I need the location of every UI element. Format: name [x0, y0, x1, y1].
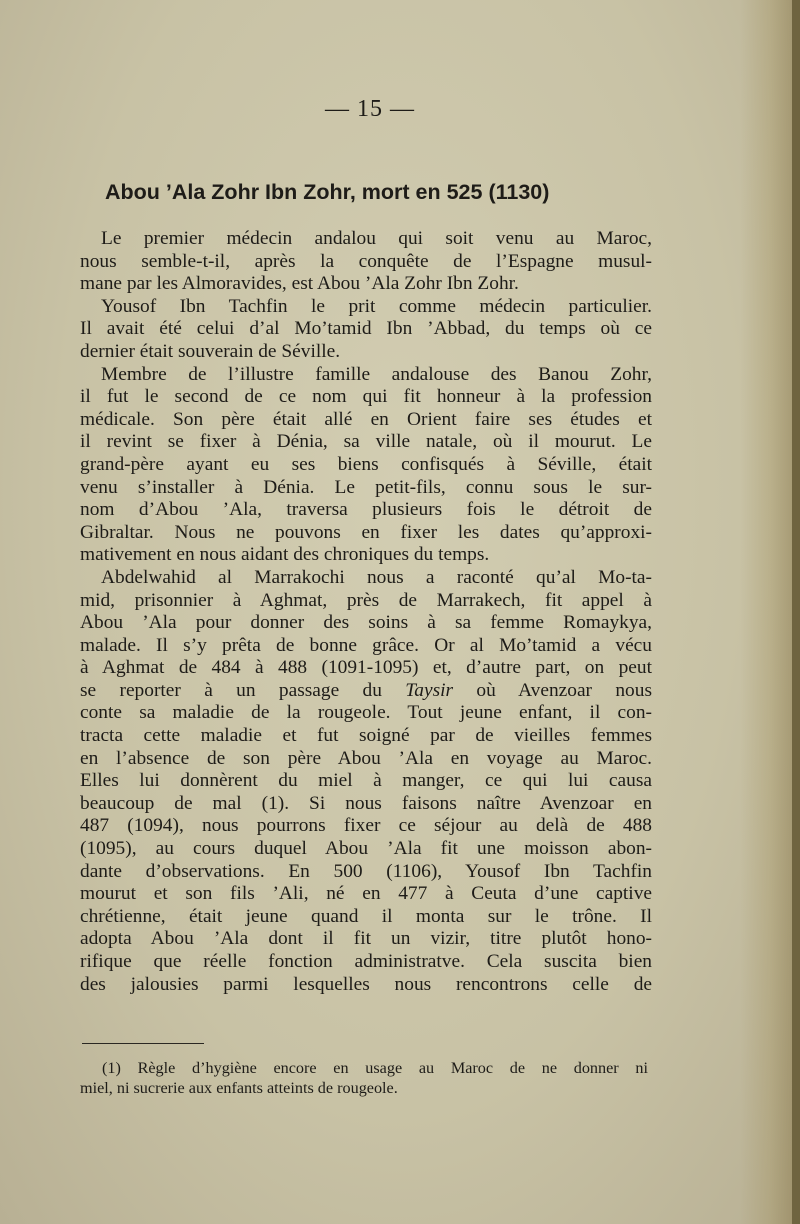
body-line: médicale. Son père était allé en Orient faire ses études et	[80, 408, 652, 430]
body-line: mourut et son fils ’Ali, né en 477 à Ceuta d’une captive	[80, 883, 652, 905]
body-line: Le premier médecin andalou qui soit venu au Maroc,	[101, 228, 652, 249]
body-line: mane par les Almoravides, est Abou ’Ala Zohr Ibn Zohr.	[80, 273, 519, 295]
body-line: chrétienne, était jeune quand il monta sur le trône. Il	[80, 905, 652, 927]
body-line: mid, prisonnier à Aghmat, près de Marrakech, fit appel à	[80, 589, 652, 611]
body-text	[80, 228, 652, 996]
body-line: à Aghmat de 484 à 488 (1091-1095) et, d’autre part, on peut	[80, 657, 652, 679]
footnote	[80, 1058, 648, 1098]
section-title: Abou ’Ala Zohr Ibn Zohr, mort en 525 (1130)	[105, 180, 550, 204]
body-line: (1095), au cours duquel Abou ’Ala fit une moisson abon-	[80, 838, 652, 860]
body-line: Il avait été celui d’al Mo’tamid Ibn ’Abbad, du temps où ce	[80, 318, 652, 340]
body-line: malade. Il s’y prêta de bonne grâce. Or al Mo’tamid a vécu	[80, 634, 652, 656]
body-line: il revint se fixer à Dénia, sa ville natale, où il mourut. Le	[80, 431, 652, 453]
body-line: Abou ’Ala pour donner des soins à sa femme Romaykya,	[80, 612, 652, 634]
body-line: Gibraltar. Nous ne pouvons en fixer les dates qu’approxi-	[80, 521, 652, 543]
body-line: adopta Abou ’Ala dont il fit un vizir, titre plutôt hono-	[80, 928, 652, 950]
body-line: Yousof Ibn Tachfin le prit comme médecin particulier.	[101, 295, 652, 317]
body-line: rifique que réelle fonction administratve. Cela suscita bien	[80, 951, 652, 972]
book-title-taysir: Taysir	[405, 679, 454, 701]
footnote-line: miel, ni sucrerie aux enfants atteints de rougeole.	[80, 1079, 398, 1097]
body-line: se reporter à un passage du Taysir où Avenzoar nous	[80, 679, 652, 701]
body-line: dernier était souverain de Séville.	[80, 340, 341, 362]
body-line: en l’absence de son père Abou ’Ala en voyage au Maroc.	[80, 747, 652, 769]
page-number: — 15 —	[325, 96, 415, 122]
body-line: Elles lui donnèrent du miel à manger, ce qui lui causa	[80, 770, 652, 792]
footnote-line: (1) Règle d’hygiène encore en usage au Maroc de ne donner ni	[102, 1059, 648, 1077]
body-line: des jalousies parmi lesquelles nous rencontrons celle de	[80, 973, 652, 995]
body-line: il fut le second de ce nom qui fit honneur à la profession	[80, 386, 652, 408]
body-line: tracta cette maladie et fut soigné par de vieilles femmes	[80, 725, 652, 747]
body-line: Abdelwahid al Marrakochi nous a raconté qu’al Mo-ta-	[101, 566, 652, 588]
footnote-divider	[82, 1043, 204, 1044]
body-line: nom d’Abou ’Ala, traversa plusieurs fois le détroit de	[80, 499, 652, 521]
body-line: venu s’installer à Dénia. Le petit-fils, connu sous le sur-	[80, 476, 652, 498]
body-line: mativement en nous aidant des chroniques du temps.	[80, 544, 490, 566]
body-line: conte sa maladie de la rougeole. Tout jeune enfant, il con-	[80, 702, 652, 724]
page-edge-bar	[792, 0, 800, 1224]
body-line: grand-père ayant eu ses biens confisqués à Séville, était	[80, 453, 652, 475]
body-line: 487 (1094), nous pourrons fixer ce séjour au delà de 488	[80, 815, 652, 837]
body-line: nous semble-t-il, après la conquête de l’Espagne musul-	[80, 250, 652, 272]
page-edge-shadow	[740, 0, 800, 1224]
body-line: dante d’observations. En 500 (1106), Yousof Ibn Tachfin	[80, 860, 652, 882]
body-line: beaucoup de mal (1). Si nous faisons naître Avenzoar en	[80, 792, 652, 814]
body-line: Membre de l’illustre famille andalouse des Banou Zohr,	[101, 363, 652, 385]
